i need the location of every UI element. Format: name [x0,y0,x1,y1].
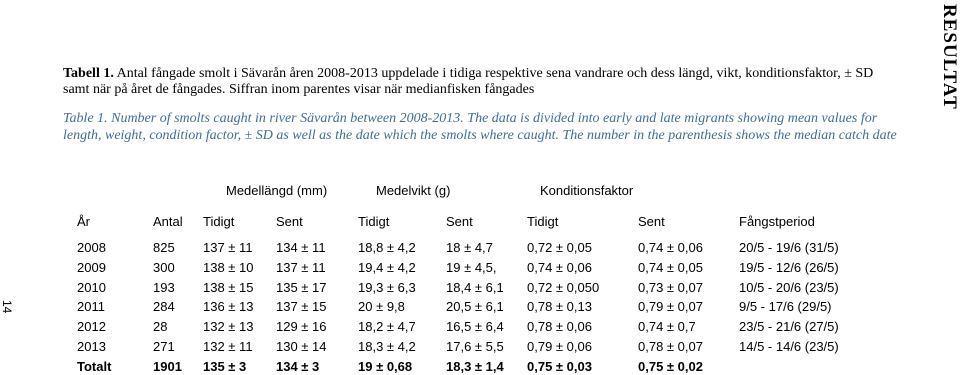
table-cell: 23/5 - 21/6 (27/5) [739,319,839,334]
table-cell: 0,78 ± 0,07 [638,339,703,354]
table-cell: 0,72 ± 0,050 [527,280,600,295]
table-cell: 19,3 ± 6,3 [358,280,416,295]
table-cell: 130 ± 14 [276,339,327,354]
table-cell: 193 [153,280,175,295]
table-cell: 20 ± 9,8 [358,299,405,314]
table-cell: 271 [153,339,175,354]
table-cell: 132 ± 13 [203,319,254,334]
total-cell: Totalt [77,359,112,374]
table-cell: 284 [153,299,175,314]
column-header: Antal [153,214,183,229]
caption-swedish-text: Antal fångade smolt i Sävarån åren 2008-2013 uppdelade i tidiga respektive sena vandrare och dess längd, vikt, konditionsfaktor, ± SD samt när på året de fångades. Siffran inom parentes visar när medianfisken fångades [63,66,874,97]
table-cell: 16,5 ± 6,4 [446,319,504,334]
column-header: År [77,214,90,229]
caption-english-label: Table 1. [63,111,108,126]
table-cell: 0,72 ± 0,05 [527,240,592,255]
total-cell: 134 ± 3 [276,359,320,374]
table-cell: 300 [153,260,175,275]
table-cell: 2009 [77,260,106,275]
table-cell: 825 [153,240,175,255]
table-cell: 136 ± 13 [203,299,254,314]
caption-english-text: Number of smolts caught in river Sävarån between 2008-2013. The data is divided into early and late migrants showing mean values for length, weight, condition factor, ± SD as well as the date which the smolts where caught. The number in the parenthesis shows the median catch date [63,111,897,143]
group-header-condition: Konditionsfaktor [540,183,634,198]
table-cell: 0,79 ± 0,07 [638,299,703,314]
table-cell: 19,4 ± 4,2 [358,260,416,275]
table-cell: 0,74 ± 0,06 [527,260,592,275]
column-header: Tidigt [527,214,559,229]
table-cell: 2013 [77,339,106,354]
table-cell: 10/5 - 20/6 (23/5) [739,280,839,295]
table-cell: 0,74 ± 0,06 [638,240,703,255]
column-header: Tidigt [358,214,390,229]
column-header: Sent [638,214,665,229]
total-cell: 135 ± 3 [203,359,247,374]
group-header-length: Medellängd (mm) [226,183,328,198]
table-cell: 134 ± 11 [276,240,326,255]
page-number: 14 [0,300,14,314]
group-header-weight: Medelvikt (g) [376,183,451,198]
column-header: Tidigt [203,214,235,229]
table-cell: 2012 [77,319,106,334]
table-cell: 137 ± 11 [203,240,253,255]
table-cell: 137 ± 15 [276,299,327,314]
table-cell: 14/5 - 14/6 (23/5) [739,339,839,354]
total-cell: 1901 [153,359,182,374]
table-cell: 0,74 ± 0,7 [638,319,696,334]
side-title: RESULTAT [939,4,960,110]
table-cell: 138 ± 10 [203,260,254,275]
total-cell: 18,3 ± 1,4 [446,359,504,374]
caption-swedish-label: Tabell 1. [63,66,114,81]
column-header: Sent [446,214,473,229]
table-cell: 18,2 ± 4,7 [358,319,416,334]
table-cell: 0,74 ± 0,05 [638,260,703,275]
table-cell: 0,73 ± 0,07 [638,280,703,295]
table-cell: 18,3 ± 4,2 [358,339,416,354]
column-header: Fångstperiod [739,214,815,229]
table-cell: 138 ± 15 [203,280,254,295]
column-header: Sent [276,214,303,229]
total-cell: 19 ± 0,68 [358,359,413,374]
table-cell: 2008 [77,240,106,255]
table-cell: 2010 [77,280,106,295]
total-cell: 0,75 ± 0,02 [638,359,703,374]
table-cell: 132 ± 11 [203,339,253,354]
table-cell: 20/5 - 19/6 (31/5) [739,240,839,255]
table-cell: 137 ± 11 [276,260,326,275]
caption-english [63,110,903,144]
table-cell: 0,78 ± 0,06 [527,319,592,334]
table-cell: 19 ± 4,5, [446,260,497,275]
table-cell: 18,4 ± 6,1 [446,280,504,295]
table-cell: 9/5 - 17/6 (29/5) [739,299,832,314]
table-cell: 2011 [77,299,105,314]
table-cell: 18,8 ± 4,2 [358,240,416,255]
table-cell: 0,78 ± 0,13 [527,299,592,314]
table-cell: 135 ± 17 [276,280,327,295]
caption-swedish [63,66,903,98]
table-cell: 0,79 ± 0,06 [527,339,592,354]
table-cell: 28 [153,319,168,334]
table-cell: 18 ± 4,7 [446,240,493,255]
total-cell: 0,75 ± 0,03 [527,359,592,374]
table-cell: 20,5 ± 6,1 [446,299,504,314]
table-cell: 19/5 - 12/6 (26/5) [739,260,839,275]
table-cell: 129 ± 16 [276,319,327,334]
table-cell: 17,6 ± 5,5 [446,339,504,354]
